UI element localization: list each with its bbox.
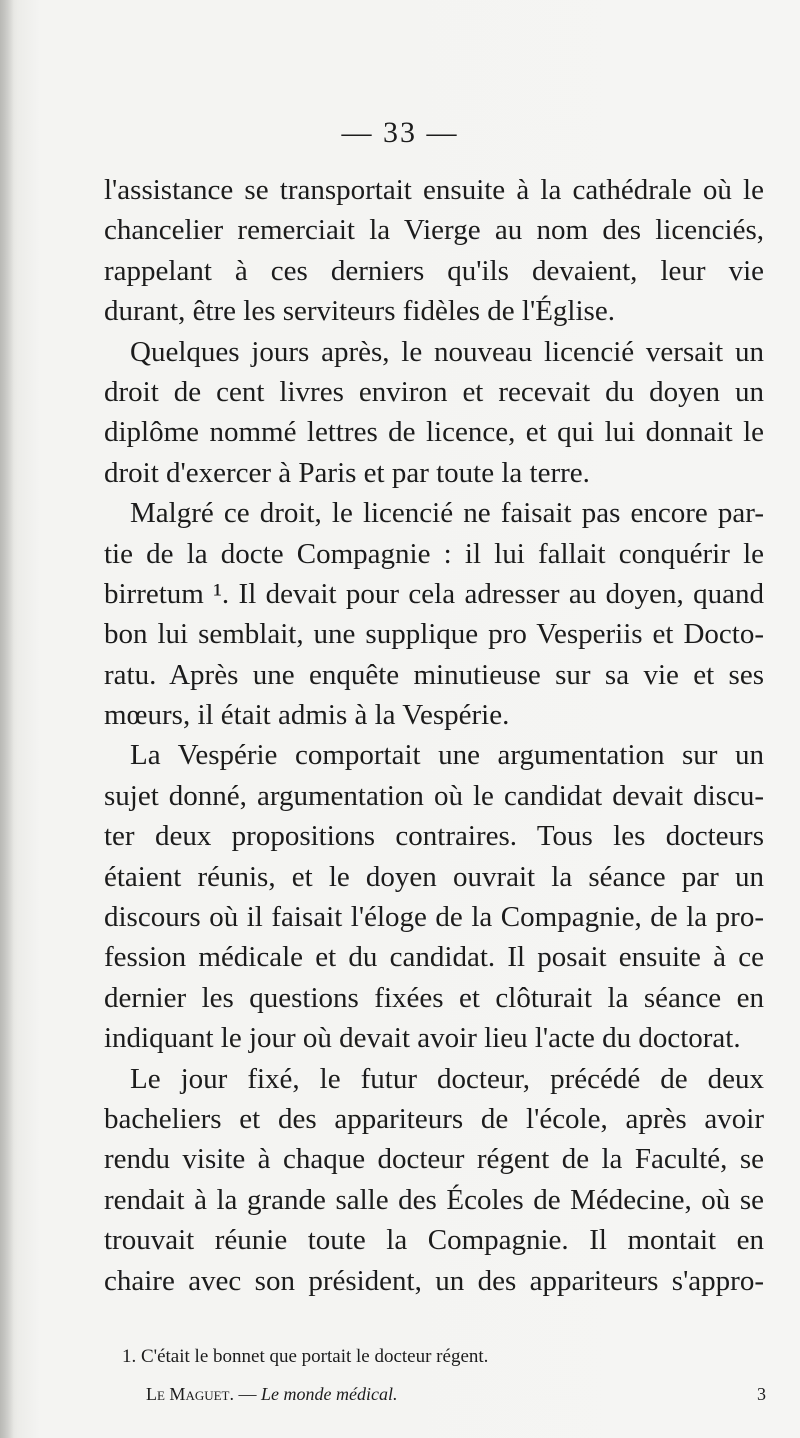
text-line: ter deux propositions contraires. Tous les docteurs	[104, 820, 764, 853]
footer-title: Le monde médical.	[261, 1384, 398, 1404]
text-line: étaient réunis, et le doyen ouvrait la séance par un	[104, 860, 764, 893]
text-line: La Vespérie comportait une argumentation sur un	[130, 739, 764, 772]
footer-signature: 3	[757, 1384, 766, 1404]
text-line: chaire avec son président, un des appariteurs s'appro-	[104, 1264, 764, 1297]
text-line: mœurs, il était admis à la Vespérie.	[104, 699, 510, 732]
text-line: trouvait réunie toute la Compagnie. Il montait en	[104, 1224, 764, 1257]
text-line: durant, être les serviteurs fidèles de l'Église.	[104, 295, 615, 328]
text-line: birretum ¹. Il devait pour cela adresser au doyen, quand	[104, 577, 764, 610]
text-line: indiquant le jour où devait avoir lieu l'acte du doctorat.	[104, 1022, 741, 1055]
text-line: droit de cent livres environ et recevait du doyen un	[104, 375, 764, 408]
text-line: rendait à la grande salle des Écoles de Médecine, où se	[104, 1183, 764, 1216]
text-line: sujet donné, argumentation où le candidat devait discu-	[104, 779, 764, 812]
text-line: Le jour fixé, le futur docteur, précédé de deux	[130, 1062, 764, 1095]
text-line: droit d'exercer à Paris et par toute la terre.	[104, 456, 590, 489]
text-line: ratu. Après une enquête minutieuse sur sa vie et ses	[104, 658, 764, 691]
text-line: chancelier remerciait la Vierge au nom des licenciés,	[104, 214, 764, 247]
page-binding-shadow	[0, 0, 14, 1438]
text-line: rappelant à ces derniers qu'ils devaient, leur vie	[104, 254, 764, 287]
text-line: Quelques jours après, le nouveau licencié versait un	[130, 335, 764, 368]
text-line: diplôme nommé lettres de licence, et qui lui donnait le	[104, 416, 764, 449]
page-footer	[146, 1384, 766, 1405]
text-line: rendu visite à chaque docteur régent de la Faculté, se	[104, 1143, 764, 1176]
text-line: Malgré ce droit, le licencié ne faisait pas encore par-	[130, 497, 764, 530]
footer-author: Le Maguet.	[146, 1384, 234, 1404]
text-line: discours où il faisait l'éloge de la Compagnie, de la pro-	[104, 901, 764, 934]
text-line: bon lui semblait, une supplique pro Vesperiis et Docto-	[104, 618, 764, 651]
footer-separator: —	[234, 1384, 261, 1404]
text-line: tie de la docte Compagnie : il lui fallait conquérir le	[104, 537, 764, 570]
page-number: — 33 —	[341, 116, 459, 149]
text-line: l'assistance se transportait ensuite à la cathédrale où le	[104, 174, 764, 206]
text-line: dernier les questions fixées et clôturait la séance en	[104, 981, 764, 1014]
text-line: bacheliers et des appariteurs de l'école, après avoir	[104, 1102, 764, 1135]
text-line: fession médicale et du candidat. Il posait ensuite à ce	[104, 941, 764, 974]
footnote: 1. C'était le bonnet que portait le docteur régent.	[122, 1346, 489, 1367]
body-text	[104, 170, 764, 1301]
